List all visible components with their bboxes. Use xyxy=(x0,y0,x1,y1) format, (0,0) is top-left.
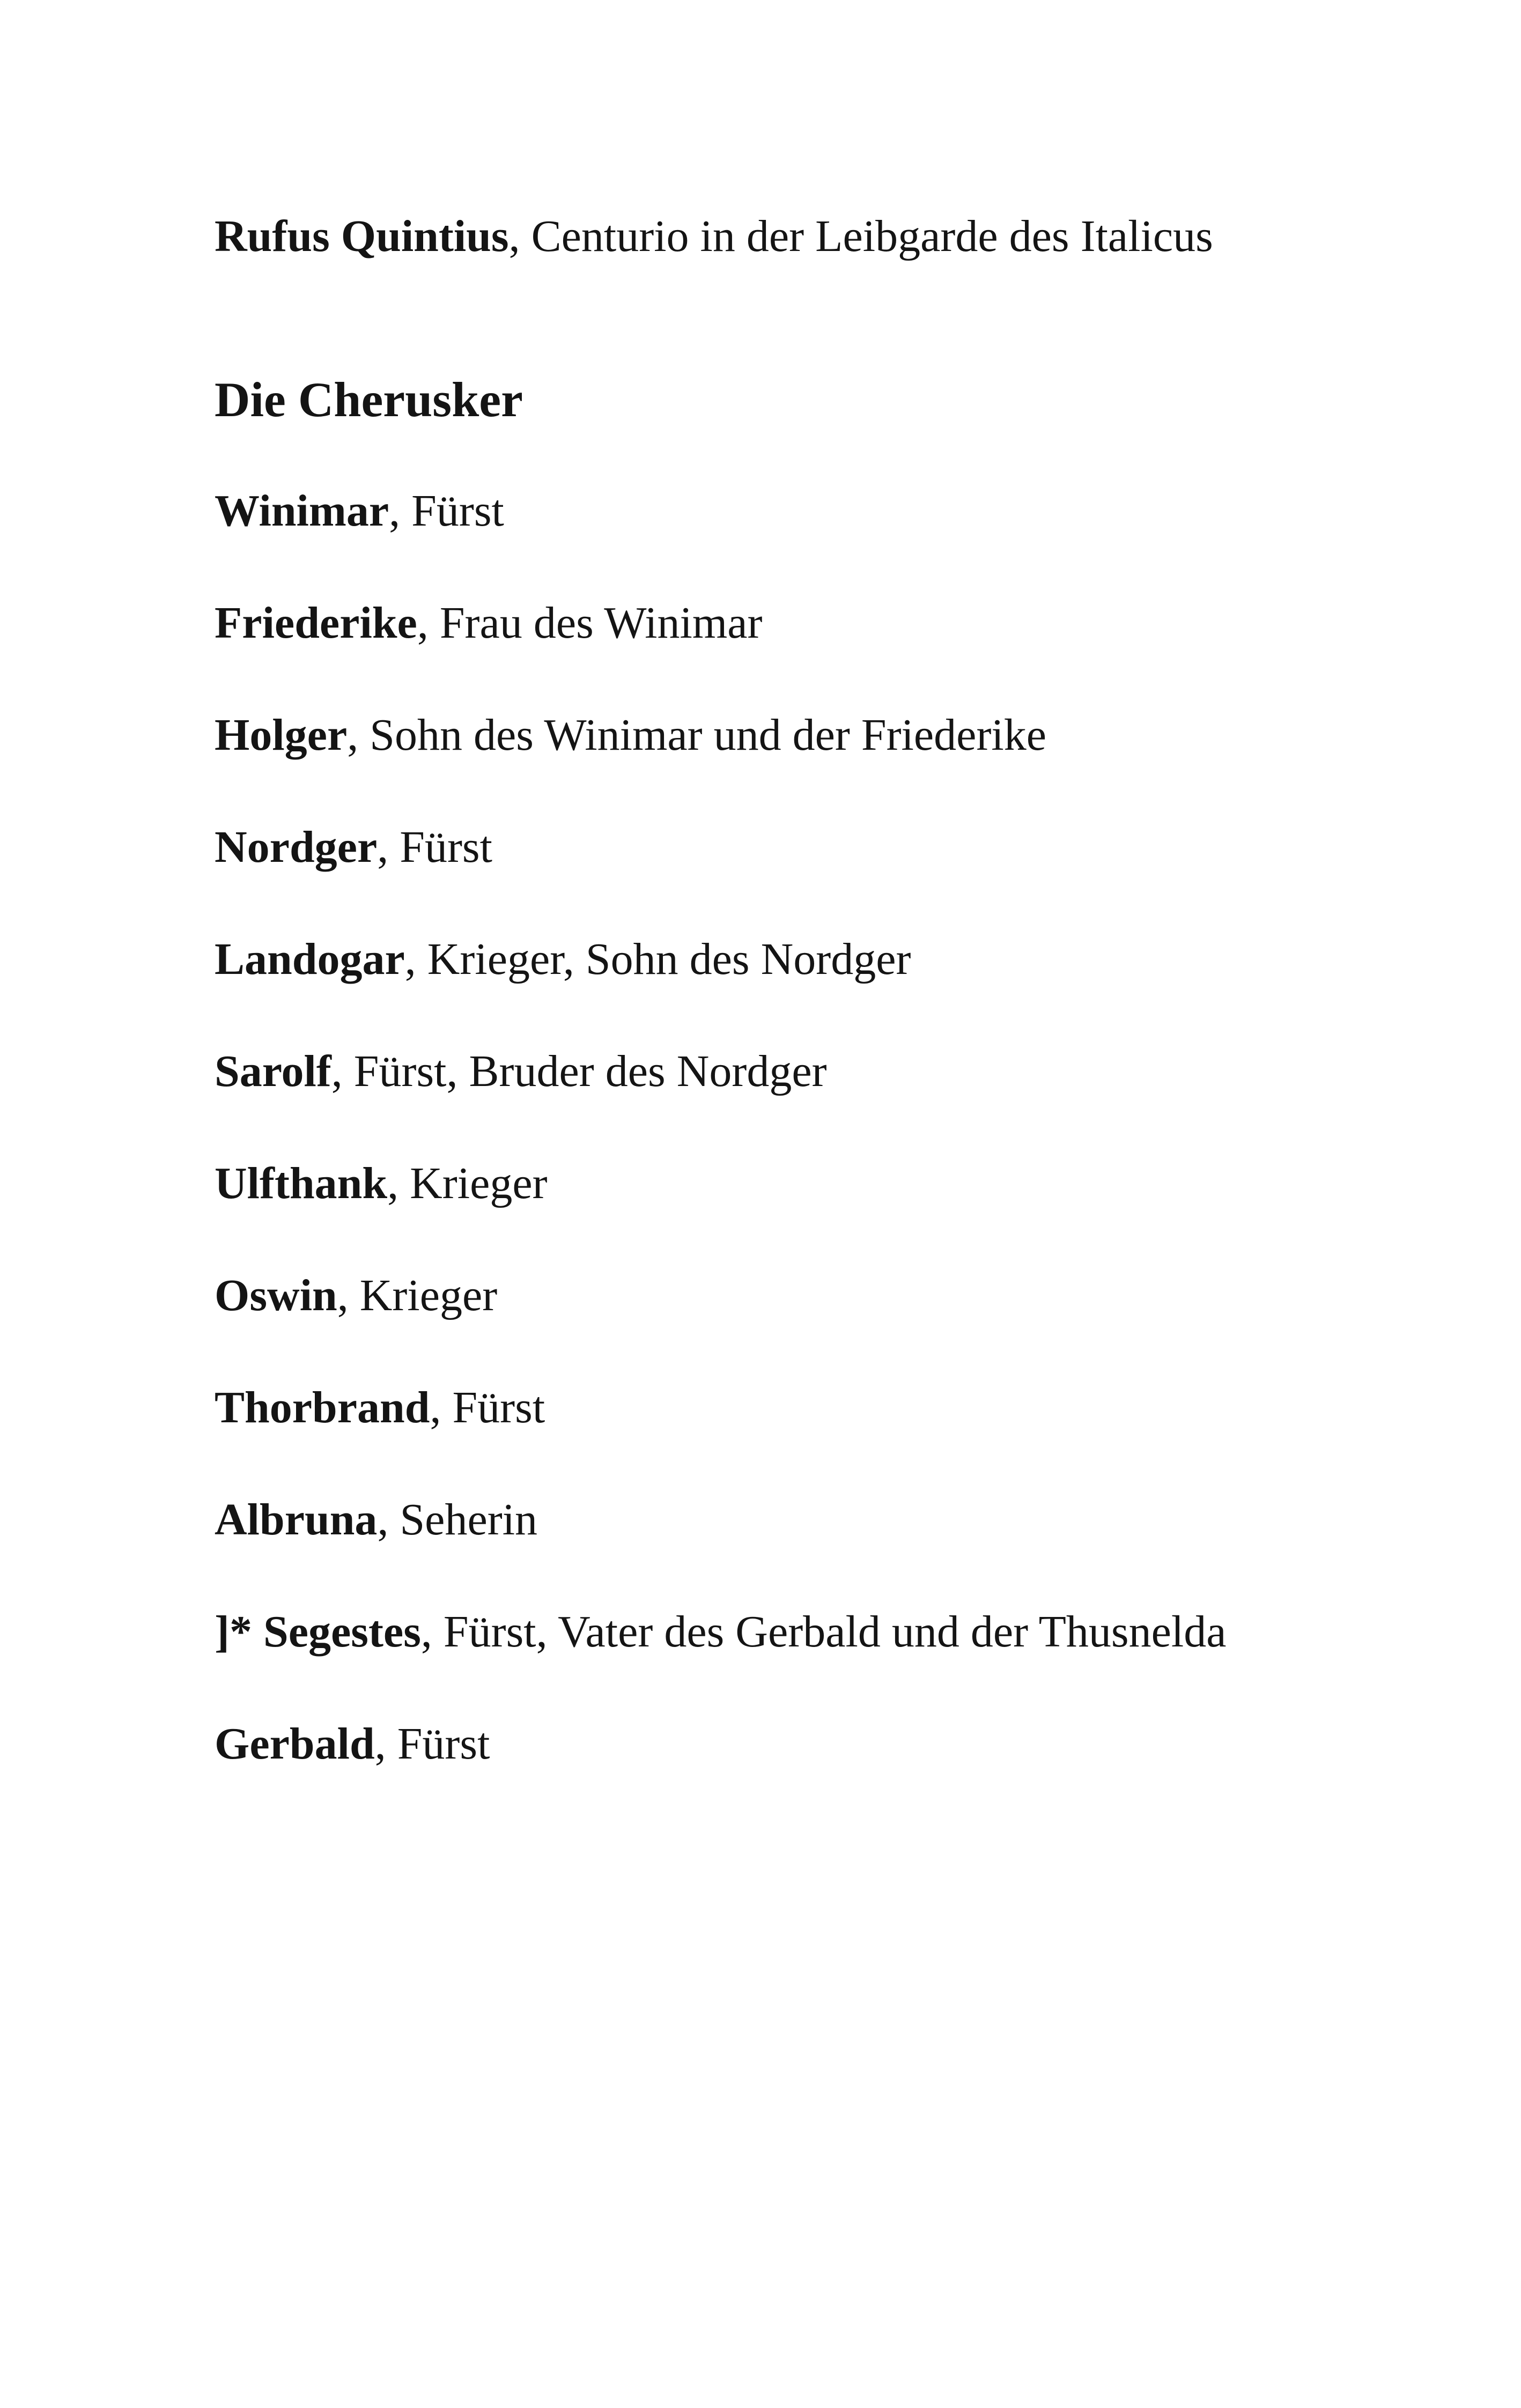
cast-entry xyxy=(215,1490,1448,1550)
section-heading: Die Cherusker xyxy=(215,372,523,427)
cast-name: ]* Segestes xyxy=(215,1607,421,1657)
cast-entry xyxy=(215,1714,1448,1774)
cast-description: , Fürst, Bruder des Nordger xyxy=(331,1046,827,1096)
cast-entry xyxy=(215,1042,1448,1102)
cast-name: Ulfthank xyxy=(215,1158,388,1208)
cast-description: , Krieger xyxy=(337,1271,498,1320)
cast-description: , Seherin xyxy=(377,1495,538,1545)
cast-description: , Centurio in der Leibgarde des Italicus xyxy=(508,211,1213,261)
cast-description: , Fürst xyxy=(389,486,504,536)
cast-name: Sarolf xyxy=(215,1046,331,1096)
cast-name: Landogar xyxy=(215,934,405,984)
cast-description: , Krieger, Sohn des Nordger xyxy=(404,934,911,984)
cast-entry-rufus-quintius xyxy=(215,206,1448,267)
cast-description: , Sohn des Winimar und der Friederike xyxy=(347,710,1047,760)
cast-entry xyxy=(215,817,1448,877)
cast-description: , Fürst, Vater des Gerbald und der Thusnelda xyxy=(420,1607,1227,1657)
cast-name: Thorbrand xyxy=(215,1383,430,1432)
cast-description: , Frau des Winimar xyxy=(417,598,763,648)
cast-name: Nordger xyxy=(215,822,378,872)
cast-list xyxy=(215,481,1448,1774)
page-content xyxy=(215,206,1448,1774)
cast-entry xyxy=(215,1378,1448,1438)
cast-entry xyxy=(215,593,1448,653)
cast-entry xyxy=(215,1602,1448,1662)
cast-entry xyxy=(215,929,1448,989)
cast-name: Gerbald xyxy=(215,1719,375,1769)
cast-description: , Fürst xyxy=(374,1719,490,1769)
cast-name: Albruna xyxy=(215,1495,378,1545)
cast-description: , Fürst xyxy=(430,1383,545,1432)
cast-entry xyxy=(215,1154,1448,1214)
cast-name: Friederike xyxy=(215,598,417,648)
cast-name: Winimar xyxy=(215,486,389,536)
cast-description: , Krieger xyxy=(387,1158,548,1208)
cast-name: Oswin xyxy=(215,1271,337,1320)
cast-description: , Fürst xyxy=(377,822,492,872)
cast-entry xyxy=(215,481,1448,541)
cast-name: Rufus Quintius xyxy=(215,211,509,261)
cast-entry xyxy=(215,1266,1448,1326)
cast-name: Holger xyxy=(215,710,348,760)
cast-entry xyxy=(215,705,1448,765)
